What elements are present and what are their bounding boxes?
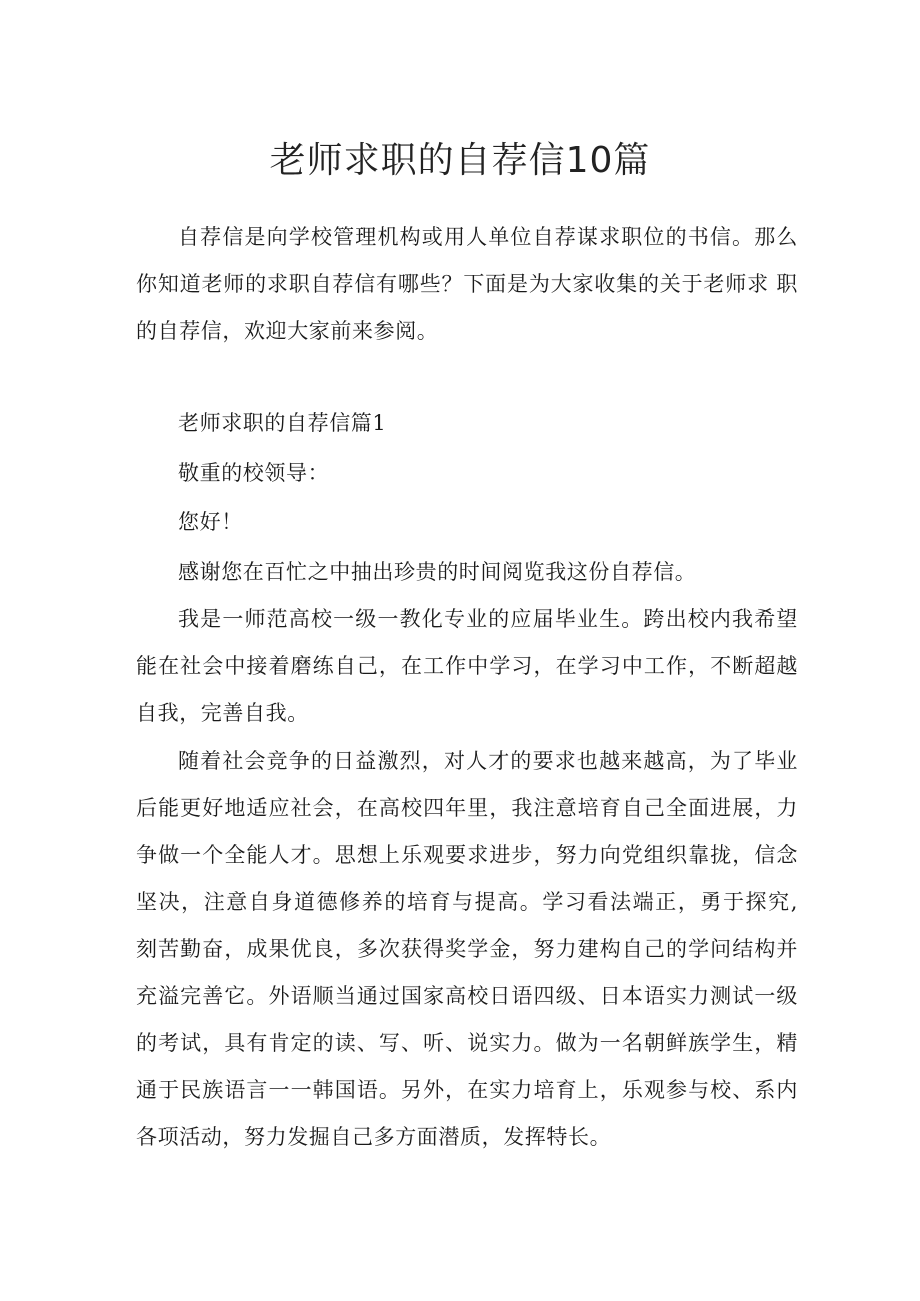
paragraph-2: 随着社会竞争的日益激烈，对人才的要求也越来越高，为了毕业 后能更好地适应社会，在高校四年里，我注意培育自己全面进展，力 争做一个全能人才。思想上乐观要求进步，努力向党组织靠拢，信念 坚决，注意自身道德修养的培育与提高。学习看法端正，勇于探究, 刻苦勤奋，成果优良，多次获得奖学金，努力建构自己的学问结构并 充溢完善它。外语顺当通过国家高校日语四级、日本语实力测试一级 的考试，具有肯定的读、写、听、说实力。做为一名朝鲜族学生，精 通于民族语言一一韩国语。另外，在实力培育上，乐观参与校、系内 各项活动，努力发掘自己多方面潜质，发挥特长。 <box>136 749 798 1149</box>
greeting: 您好！ <box>178 510 243 534</box>
paragraph-1: 我是一师范高校一级一教化专业的应届毕业生。跨出校内我希望 能在社会中接着磨练自己，在工作中学习，在学习中工作，不断超越 自我，完善自我。 <box>136 607 798 725</box>
section-heading: 老师求职的自荐信篇1 <box>178 411 387 435</box>
intro-paragraph: 自荐信是向学校管理机构或用人单位自荐谋求职位的书信。那么 你知道老师的求职自荐信有哪些？下面是为大家收集的关于老师求 职的自荐信，欢迎大家前来参阅。 <box>136 225 798 343</box>
thanks-line: 感谢您在百忙之中抽出珍贵的时间阅览我这份自荐信。 <box>178 560 697 584</box>
salutation: 敬重的校领导： <box>178 461 330 485</box>
document-title: 老师求职的自荐信10篇 <box>269 140 651 181</box>
